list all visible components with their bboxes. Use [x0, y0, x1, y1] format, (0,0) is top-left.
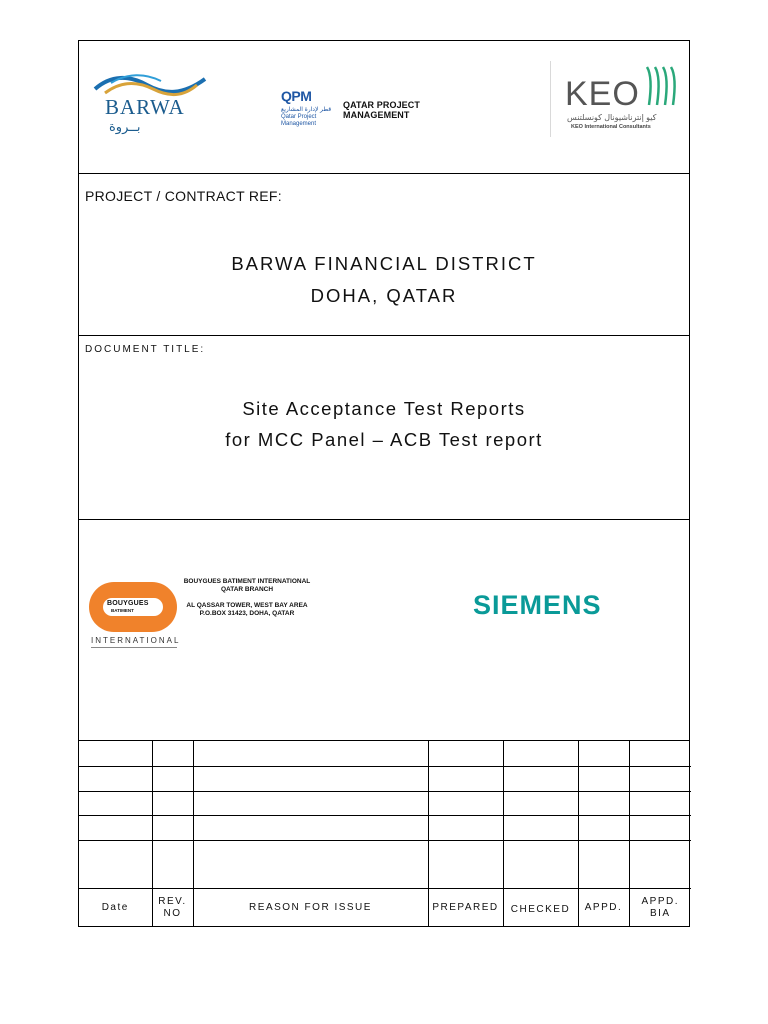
bouygues-logo: [89, 582, 179, 646]
table-cell: [428, 766, 503, 791]
contractor-section: [79, 520, 689, 741]
keo-arabic-name: كيو إنترناشيونال كونسلتنس: [567, 113, 657, 122]
table-cell: [79, 741, 152, 766]
header-reason-for-issue: REASON FOR ISSUE: [193, 888, 428, 927]
table-row: [79, 840, 691, 888]
contractor-name-line-1: BOUYGUES BATIMENT INTERNATIONAL: [183, 578, 311, 585]
table-cell: [428, 791, 503, 815]
document-title-line-1: Site Acceptance Test Reports: [242, 398, 526, 419]
bouygues-logo-name: BOUYGUES: [107, 600, 149, 607]
table-cell: [578, 815, 629, 840]
header-rev-line-2: NO: [163, 907, 182, 919]
revision-header-row: [79, 888, 691, 927]
header-date: Date: [79, 888, 152, 927]
table-row: [79, 815, 691, 840]
table-cell: [428, 840, 503, 888]
contractor-address-line-1: AL QASSAR TOWER, WEST BAY AREA: [186, 602, 308, 609]
table-cell: [152, 791, 193, 815]
contractor-name-block: [179, 578, 315, 618]
table-cell: [629, 766, 691, 791]
siemens-logo: SIEMENS: [473, 590, 602, 620]
table-cell: [503, 741, 578, 766]
contractor-name-line-2: QATAR BRANCH: [220, 586, 274, 593]
project-location: DOHA, QATAR: [310, 285, 458, 306]
document-cover-sheet: [78, 40, 690, 927]
keo-wordmark: KEO: [565, 75, 640, 113]
table-cell: [79, 791, 152, 815]
keo-full-name: KEO International Consultants: [571, 124, 651, 130]
table-row: [79, 741, 691, 766]
barwa-wordmark: BARWA: [105, 95, 185, 119]
table-cell: [428, 815, 503, 840]
barwa-arabic-wordmark: بــروة: [109, 119, 141, 134]
header-checked: CHECKED: [503, 888, 578, 927]
table-cell: [79, 815, 152, 840]
table-cell: [629, 791, 691, 815]
document-title-line-2: for MCC Panel – ACB Test report: [225, 429, 543, 450]
header-appd: APPD.: [578, 888, 629, 927]
bouygues-logo-international: INTERNATIONAL: [91, 636, 181, 645]
header-appd-bia-line-2: BIA: [649, 907, 671, 919]
table-cell: [578, 840, 629, 888]
project-contract-ref-label: PROJECT / CONTRACT REF:: [85, 188, 282, 204]
table-cell: [578, 791, 629, 815]
header-rev-line-1: REV.: [158, 895, 187, 907]
contractor-spacer: [179, 594, 315, 602]
qpm-mark: QPM: [281, 88, 312, 104]
table-cell: [503, 766, 578, 791]
table-row: [79, 791, 691, 815]
table-cell: [79, 840, 152, 888]
table-cell: [152, 766, 193, 791]
keo-stripes-icon: [645, 65, 679, 109]
table-cell: [578, 741, 629, 766]
qpm-subtext: قطر لإدارة المشاريع Qatar Project Management: [281, 107, 332, 127]
table-cell: [193, 766, 428, 791]
table-cell: [503, 840, 578, 888]
table-cell: [629, 741, 691, 766]
table-cell: [193, 815, 428, 840]
qpm-name: QATAR PROJECT MANAGEMENT: [343, 100, 420, 120]
table-cell: [428, 741, 503, 766]
header-appd-bia: [629, 888, 691, 927]
header-rev-no: [152, 888, 193, 927]
bouygues-underline: [91, 647, 177, 648]
table-row: [79, 766, 691, 791]
revision-table: [79, 741, 691, 927]
table-cell: [152, 815, 193, 840]
logo-header: [79, 41, 689, 174]
document-title-label: DOCUMENT TITLE:: [85, 344, 206, 355]
table-cell: [629, 840, 691, 888]
barwa-logo: [91, 71, 211, 135]
qpm-logo: [279, 86, 489, 126]
table-cell: [152, 840, 193, 888]
table-cell: [152, 741, 193, 766]
contractor-address-line-2: P.O.BOX 31423, DOHA, QATAR: [199, 610, 295, 617]
table-cell: [503, 791, 578, 815]
header-prepared: PREPARED: [428, 888, 503, 927]
project-section: [79, 174, 689, 336]
header-appd-bia-line-1: APPD.: [641, 895, 679, 907]
project-name: BARWA FINANCIAL DISTRICT: [231, 253, 537, 274]
document-title-section: [79, 336, 689, 520]
table-cell: [79, 766, 152, 791]
table-cell: [193, 791, 428, 815]
table-cell: [629, 815, 691, 840]
table-cell: [503, 815, 578, 840]
keo-logo: [550, 61, 687, 137]
table-cell: [578, 766, 629, 791]
bouygues-logo-sub: BATIMENT: [111, 608, 134, 613]
table-cell: [193, 840, 428, 888]
table-cell: [193, 741, 428, 766]
